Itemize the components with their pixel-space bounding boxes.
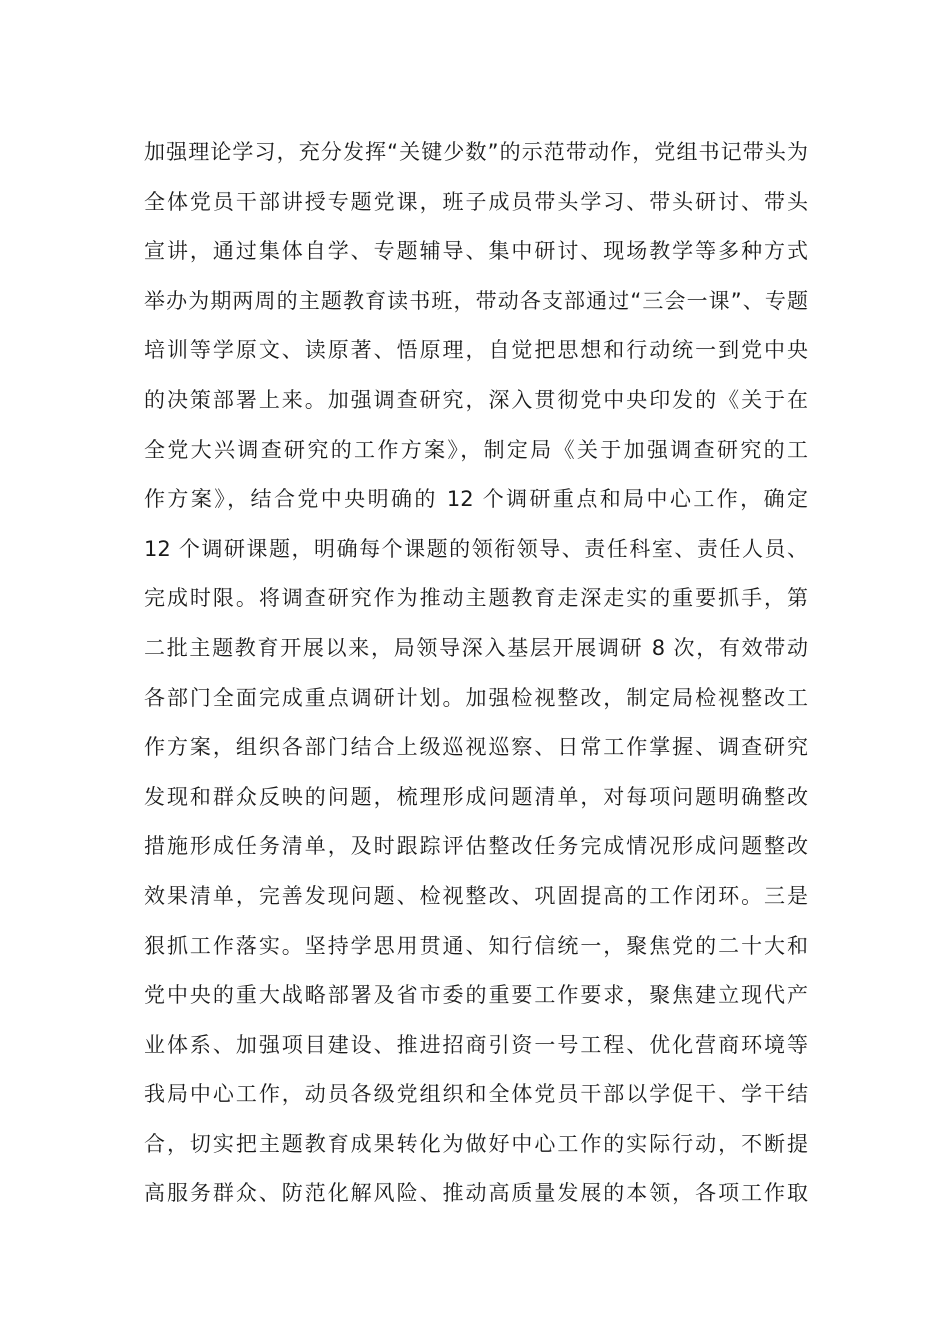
text-line: 全党大兴调查研究的工作方案》，制定局《关于加强调查研究的工	[144, 437, 808, 462]
body-paragraph	[144, 128, 808, 1219]
text-line: 合，切实把主题教育成果转化为做好中心工作的实际行动，不断提	[144, 1131, 808, 1156]
text-line: 宣讲，通过集体自学、专题辅导、集中研讨、现场教学等多种方式	[144, 239, 808, 264]
text-line: 党中央的重大战略部署及省市委的重要工作要求，聚焦建立现代产	[144, 983, 808, 1008]
text-line: 业体系、加强项目建设、推进招商引资一号工程、优化营商环境等	[144, 1032, 808, 1057]
text-line: 效果清单，完善发现问题、检视整改、巩固提高的工作闭环。三是	[144, 883, 808, 908]
text-line: 二批主题教育开展以来，局领导深入基层开展调研 8 次，有效带动	[144, 635, 808, 660]
text-line: 发现和群众反映的问题，梳理形成问题清单，对每项问题明确整改	[144, 784, 808, 809]
text-line: 措施形成任务清单，及时跟踪评估整改任务完成情况形成问题整改	[144, 834, 808, 859]
text-line: 加强理论学习，充分发挥“关键少数”的示范带动作，党组书记带头为	[144, 140, 808, 164]
text-line: 狠抓工作落实。坚持学思用贯通、知行信统一，聚焦党的二十大和	[144, 933, 808, 958]
text-line: 我局中心工作，动员各级党组织和全体党员干部以学促干、学干结	[144, 1082, 808, 1107]
text-line: 举办为期两周的主题教育读书班，带动各支部通过“三会一课”、专题	[144, 288, 808, 313]
text-line: 12 个调研课题，明确每个课题的领衔领导、责任科室、责任人员、	[144, 536, 808, 561]
text-line: 作方案，组织各部门结合上级巡视巡察、日常工作掌握、调查研究	[144, 735, 808, 760]
text-line: 的决策部署上来。加强调查研究，深入贯彻党中央印发的《关于在	[144, 387, 808, 412]
text-line: 完成时限。将调查研究作为推动主题教育走深走实的重要抓手，第	[144, 586, 808, 611]
text-line: 各部门全面完成重点调研计划。加强检视整改，制定局检视整改工	[144, 685, 808, 710]
text-line: 作方案》，结合党中央明确的 12 个调研重点和局中心工作，确定	[144, 487, 808, 512]
text-line: 培训等学原文、读原著、悟原理，自觉把思想和行动统一到党中央	[144, 338, 808, 363]
text-line: 高服务群众、防范化解风险、推动高质量发展的本领，各项工作取	[144, 1181, 808, 1206]
text-line: 全体党员干部讲授专题党课，班子成员带头学习、带头研讨、带头	[144, 189, 808, 214]
